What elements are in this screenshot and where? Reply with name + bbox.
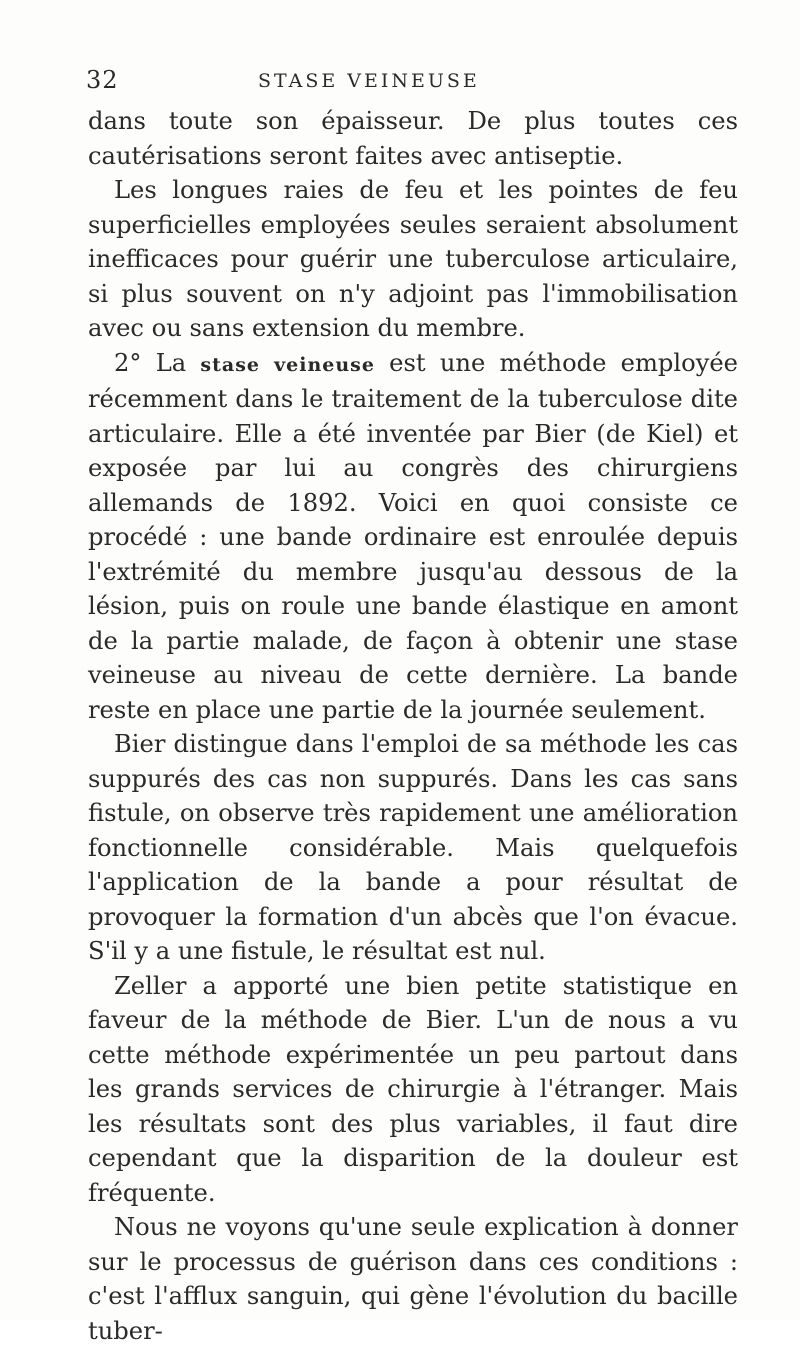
paragraph-bier bbox=[88, 727, 738, 969]
body-text bbox=[88, 104, 738, 1348]
paragraph-text: dans toute son épaisseur. De plus toutes ces cautérisations seront faites avec antiseptie. bbox=[88, 107, 738, 170]
paragraph-explication bbox=[88, 1210, 738, 1348]
section-lead-term: stase veineuse bbox=[200, 353, 375, 376]
paragraph-text: Zeller a apporté une bien petite statistique en faveur de la méthode de Bier. L'un de nous a vu cette méthode expérimentée un peu partout dans les grands services de chirurgie à l'étranger. Mais les résultats sont des plus variables, il faut dire cependant que la disparition de la douleur est fréquente. bbox=[88, 971, 738, 1207]
paragraph-stase-veineuse bbox=[88, 346, 738, 728]
paragraph-prefix: 2° La bbox=[114, 348, 201, 377]
page-number: 32 bbox=[86, 66, 119, 94]
paragraph-text: Les longues raies de feu et les pointes de feu superficielles employées seules seraient absolument inefficaces pour guérir une tuberculose articulaire, si plus souvent on n'y adjoint pas l'immobilisation avec ou sans extension du membre. bbox=[88, 176, 738, 342]
paragraph-text: Nous ne voyons qu'une seule explication à donner sur le processus de guérison dans ces conditions : c'est l'afflux sanguin, qui gène l'évolution du bacille tuber- bbox=[88, 1213, 738, 1345]
paragraph-zeller bbox=[88, 969, 738, 1211]
running-title: STASE VEINEUSE bbox=[258, 70, 480, 92]
paragraph-raies-de-feu bbox=[88, 173, 738, 346]
paragraph-text: Bier distingue dans l'emploi de sa méthode les cas suppurés des cas non suppurés. Dans les cas sans fistule, on observe très rapidement une amélioration fonctionnelle considérable. Mais quelquefois l'application de la bande a pour résultat de provoquer la formation d'un abcès que l'on évacue. S'il y a une fistule, le résultat est nul. bbox=[88, 730, 738, 965]
paragraph-continuation bbox=[88, 104, 738, 173]
running-head bbox=[86, 66, 726, 96]
paragraph-text: est une méthode employée récemment dans le traitement de la tuberculose dite articulaire. Elle a été inventée par Bier (de Kiel) et exposée par lui au congrès des chirurgiens allemands de 1892. Voici en quoi consiste ce procédé : une bande ordinaire est enroulée depuis l'extrémité du membre jusqu'au dessous de la lésion, puis on roule une bande élastique en amont de la partie malade, de façon à obtenir une stase veineuse au niveau de cette dernière. La bande reste en place une partie de la journée seulement. bbox=[88, 348, 738, 724]
